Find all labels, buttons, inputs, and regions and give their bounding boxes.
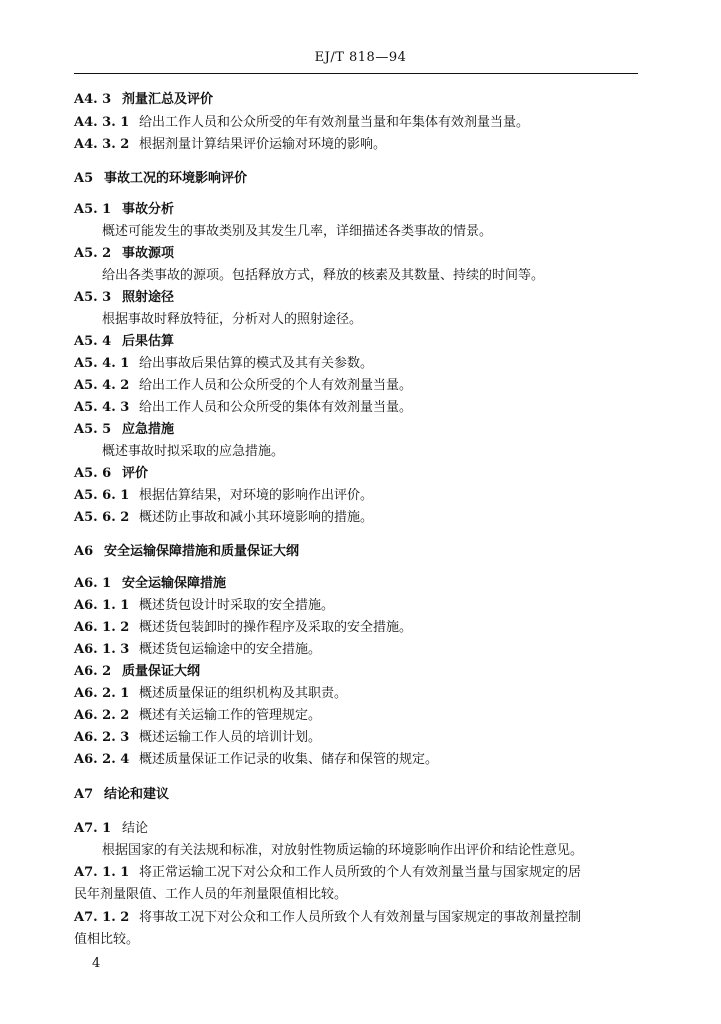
section-item	[74, 488, 373, 504]
section-number: A5. 1	[74, 202, 112, 217]
section-number: A4. 3. 1	[74, 115, 130, 130]
section-text: 质量保证大纲	[122, 664, 201, 679]
section-number: A7. 1	[74, 821, 112, 836]
section-item	[74, 115, 529, 131]
section-item	[74, 730, 321, 746]
section-text: 概述运输工作人员的培训计划。	[139, 730, 322, 745]
section-heading	[74, 787, 169, 803]
section-item	[74, 708, 321, 724]
section-text: 安全运输保障措施	[122, 576, 227, 591]
section-heading	[74, 544, 299, 560]
section-number: A5. 3	[74, 290, 112, 305]
section-number: A7	[74, 787, 94, 802]
section-text: 给出工作人员和公众所受的年有效剂量当量和年集体有效剂量当量。	[139, 115, 530, 130]
section-item	[74, 510, 373, 526]
section-item	[74, 865, 581, 881]
section-number: A6	[74, 544, 94, 559]
section-text: 根据剂量计算结果评价运输对环境的影响。	[139, 137, 387, 152]
section-item	[74, 642, 321, 658]
section-text: 后果估算	[122, 334, 175, 349]
section-heading	[74, 821, 148, 837]
section-item	[74, 686, 347, 702]
section-text: 给出工作人员和公众所受的集体有效剂量当量。	[139, 400, 413, 415]
section-text: 给出工作人员和公众所受的个人有效剂量当量。	[139, 378, 413, 393]
section-text: 概述货包装卸时的操作程序及采取的安全措施。	[139, 620, 413, 635]
section-text: 给出各类事故的源项。包括释放方式，释放的核素及其数量、持续的时间等。	[102, 268, 545, 283]
section-number: A4. 3. 2	[74, 137, 130, 152]
section-text: 概述有关运输工作的管理规定。	[139, 708, 322, 723]
section-text: 概述质量保证工作记录的收集、储存和保管的规定。	[139, 752, 439, 767]
section-text: 民年剂量限值、工作人员的年剂量限值相比较。	[74, 887, 348, 902]
page-number: 4	[92, 956, 101, 971]
paragraph-line	[74, 932, 139, 948]
section-text: 安全运输保障措施和质量保证大纲	[104, 544, 300, 559]
section-number: A6. 1. 1	[74, 598, 130, 613]
section-text: 根据估算结果，对环境的影响作出评价。	[139, 488, 374, 503]
section-number: A6. 2. 3	[74, 730, 130, 745]
section-text: 事故工况的环境影响评价	[104, 171, 248, 186]
section-item	[74, 400, 412, 416]
paragraph-line	[102, 224, 492, 240]
section-heading	[74, 290, 174, 306]
header-rule	[74, 73, 638, 74]
section-item	[74, 137, 386, 153]
section-number: A6. 1. 2	[74, 620, 130, 635]
section-text: 根据国家的有关法规和标准，对放射性物质运输的环境影响作出评价和结论性意见。	[102, 843, 584, 858]
section-number: A6. 2. 4	[74, 752, 130, 767]
section-heading	[74, 664, 200, 680]
section-heading	[74, 171, 247, 187]
section-text: 将事故工况下对公众和工作人员所致个人有效剂量与国家规定的事故剂量控制	[139, 910, 582, 925]
section-number: A4. 3	[74, 92, 112, 107]
section-number: A6. 2	[74, 664, 112, 679]
section-text: 概述可能发生的事故类别及其发生几率，详细描述各类事故的情景。	[102, 224, 493, 239]
section-text: 值相比较。	[74, 932, 140, 947]
section-number: A5. 4. 1	[74, 356, 130, 371]
section-text: 评价	[122, 466, 149, 481]
section-text: 根据事故时释放特征，分析对人的照射途径。	[102, 312, 363, 327]
section-number: A5. 2	[74, 246, 112, 261]
section-heading	[74, 466, 148, 482]
section-text: 事故源项	[122, 246, 175, 261]
paragraph-line	[74, 887, 347, 903]
section-number: A6. 2. 2	[74, 708, 130, 723]
section-text: 将正常运输工况下对公众和工作人员所致的个人有效剂量当量与国家规定的居	[139, 865, 582, 880]
section-text: 结论	[122, 821, 149, 836]
section-item	[74, 598, 334, 614]
paragraph-line	[102, 268, 544, 284]
section-text: 概述质量保证的组织机构及其职责。	[139, 686, 348, 701]
section-number: A7. 1. 2	[74, 910, 130, 925]
section-text: 事故分析	[122, 202, 175, 217]
section-text: 概述防止事故和减小其环境影响的措施。	[139, 510, 374, 525]
section-heading	[74, 334, 174, 350]
paragraph-line	[102, 444, 284, 460]
paragraph-line	[102, 312, 362, 328]
section-text: 结论和建议	[104, 787, 170, 802]
section-number: A5. 5	[74, 422, 112, 437]
section-number: A5. 6	[74, 466, 112, 481]
section-item	[74, 752, 438, 768]
section-heading	[74, 246, 174, 262]
section-text: 概述货包运输途中的安全措施。	[139, 642, 322, 657]
section-number: A5. 6. 2	[74, 510, 130, 525]
section-item	[74, 356, 373, 372]
section-number: A6. 1. 3	[74, 642, 130, 657]
section-item	[74, 620, 412, 636]
section-number: A6. 1	[74, 576, 112, 591]
section-number: A5. 4. 3	[74, 400, 130, 415]
document-code-header: EJ/T 818—94	[314, 50, 407, 65]
section-heading	[74, 576, 226, 592]
section-text: 照射途径	[122, 290, 175, 305]
section-number: A6. 2. 1	[74, 686, 130, 701]
section-item	[74, 910, 581, 926]
section-heading	[74, 92, 213, 108]
paragraph-line	[102, 843, 583, 859]
section-heading	[74, 422, 174, 438]
section-heading	[74, 202, 174, 218]
section-text: 应急措施	[122, 422, 175, 437]
section-number: A5. 6. 1	[74, 488, 130, 503]
section-number: A5	[74, 171, 94, 186]
section-number: A7. 1. 1	[74, 865, 130, 880]
section-text: 概述事故时拟采取的应急措施。	[102, 444, 285, 459]
section-text: 剂量汇总及评价	[122, 92, 214, 107]
section-text: 给出事故后果估算的模式及其有关参数。	[139, 356, 374, 371]
section-item	[74, 378, 412, 394]
section-text: 概述货包设计时采取的安全措施。	[139, 598, 335, 613]
section-number: A5. 4. 2	[74, 378, 130, 393]
section-number: A5. 4	[74, 334, 112, 349]
